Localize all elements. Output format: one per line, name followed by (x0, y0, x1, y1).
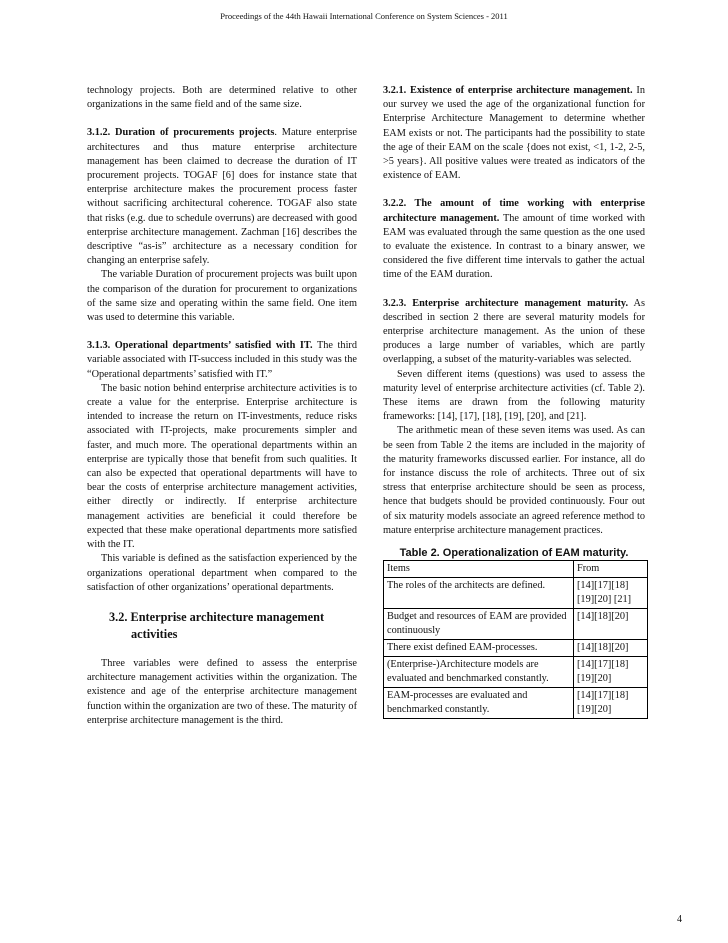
section-3-2-1 (383, 84, 645, 183)
section-text: In our survey we used the age of the organizational function for Enterprise Architecture Management to determine whether EAM exists or not. The participants had the possibility to state the age of their EAM on the scale {does not exist, <1, 1-2, 2-5, >5 years}. All positive values were treated as indicators of the existence of EAM. (383, 85, 645, 182)
table-cell: [14][17][18] [19][20] [21] (574, 578, 648, 609)
left-column (87, 84, 357, 728)
table-row (384, 640, 648, 657)
paragraph: technology projects. Both are determined relative to other organizations in the same field and of the same size. (87, 85, 357, 111)
section-text: The amount of time worked with EAM was evaluated through the same question as the one used to evaluate the existence. In contrast to a binary answer, we considered the five different time intervals to gather the actual time of the EAM duration. (383, 212, 645, 281)
table-cell: [14][17][18] [19][20] (574, 688, 648, 719)
table-cell: Budget and resources of EAM are provided continuously (384, 609, 574, 640)
section-title: 3.2.3. Enterprise architecture management maturity. (383, 297, 629, 309)
section-title: 3.1.3. Operational departments’ satisfied with IT. (87, 340, 313, 352)
section-3-1-3 (87, 339, 357, 382)
table-cell: There exist defined EAM-processes. (384, 640, 574, 657)
section-3-2-2 (383, 197, 645, 282)
maturity-table (383, 560, 648, 719)
section-3-2-3 (383, 297, 645, 368)
table-cell: [14][17][18] [19][20] (574, 657, 648, 688)
paragraph: The basic notion behind enterprise architecture activities is to create a value for the enterprise. Enterprise architecture is intended to increase the return on IT-investments, reduce risks associated with IT-projects, make procurements simpler and faster, and much more. The operational departments within an enterprise are typically those that benefit from such qualities. It can also be expected that operational departments will have to bear the costs of enterprise architecture management activities, either directly or indirectly. If enterprise architecture management activities are beneficial it could therefore be expected that these make operational departments more satisfied with the IT. (87, 382, 357, 551)
paragraph: Three variables were defined to assess the enterprise architecture management activities within the organization. The existence and age of the enterprise architecture management function within the organization are two of these. The maturity of enterprise architecture management is the third. (87, 657, 357, 726)
paragraph: Seven different items (questions) was used to assess the maturity level of enterprise architecture activities (cf. Table 2). These items are drawn from the following maturity frameworks: [14], [17], [18], [19], [20], and [21]. (383, 368, 645, 423)
table-header-cell: Items (384, 561, 574, 578)
table-cell: The roles of the architects are defined. (384, 578, 574, 609)
table-header-cell: From (574, 561, 648, 578)
table-cell: EAM-processes are evaluated and benchmarked constantly. (384, 688, 574, 719)
page-number: 4 (677, 914, 682, 925)
section-heading-3-2 (87, 609, 357, 643)
section-title: 3.1.2. Duration of procurements projects (87, 127, 275, 139)
section-text: The third variable associated with IT-success included in this study was the “Operational departments’ satisfied with IT.” (87, 340, 358, 380)
running-header: Proceedings of the 44th Hawaii International Conference on System Sciences - 2011 (220, 11, 508, 21)
section-text: As described in section 2 there are several maturity models for enterprise architecture management. As the union of these produces a large number of variables, which are partly overlapping, a subset of the maturity-variables was selected. (383, 297, 645, 366)
paragraph: This variable is defined as the satisfaction experienced by the organizations operational department when compared to the satisfaction of other organizations’ operational departments. (87, 553, 357, 593)
table-cell: [14][18][20] (574, 609, 648, 640)
table-row (384, 578, 648, 609)
table-cell: [14][18][20] (574, 640, 648, 657)
paragraph: The arithmetic mean of these seven items was used. As can be seen from Table 2 the items are included in the majority of the maturity frameworks discussed earlier. For instance, all do for instance discuss the role of architects. Three out of six stress that enterprise architecture should be seen as process, hence that budgets should be provided continuously. Four out of six maturity models associate an agreed reference method to mature enterprise architecture management practices. (383, 425, 645, 536)
section-text: . Mature enterprise architectures and thus mature enterprise architecture management has been claimed to decrease the duration of IT procurement projects. TOGAF [6] does for instance state that enterprise architecture makes the procurement process faster without sacrificing architectural coherence. TOGAF also state that risks (e.g. due to schedule overruns) are decreased with good enterprise architecture management. Zachman [16] describes the descriptive “as-is” architecture as a necessary condition for changing an enterprise safely. (87, 127, 357, 267)
heading-line: activities (131, 626, 178, 641)
table-row (384, 688, 648, 719)
section-3-1-2 (87, 126, 357, 268)
paragraph: The variable Duration of procurement projects was built upon the comparison of the duration for procurement to organizations of the same size and operating within the same field. One item was used to determine this variable. (87, 269, 357, 324)
table-row (384, 657, 648, 688)
table-header-row (384, 561, 648, 578)
table-cell: (Enterprise-)Architecture models are evaluated and benchmarked constantly. (384, 657, 574, 688)
heading-line: 3.2. Enterprise architecture management (109, 609, 325, 624)
table-caption: Table 2. Operationalization of EAM maturity. (399, 547, 629, 560)
table-row (384, 609, 648, 640)
section-title: 3.2.2. The amount of time working with enterprise architecture management. (383, 198, 645, 224)
right-column (383, 84, 645, 719)
section-title: 3.2.1. Existence of enterprise architecture management. (383, 85, 633, 96)
